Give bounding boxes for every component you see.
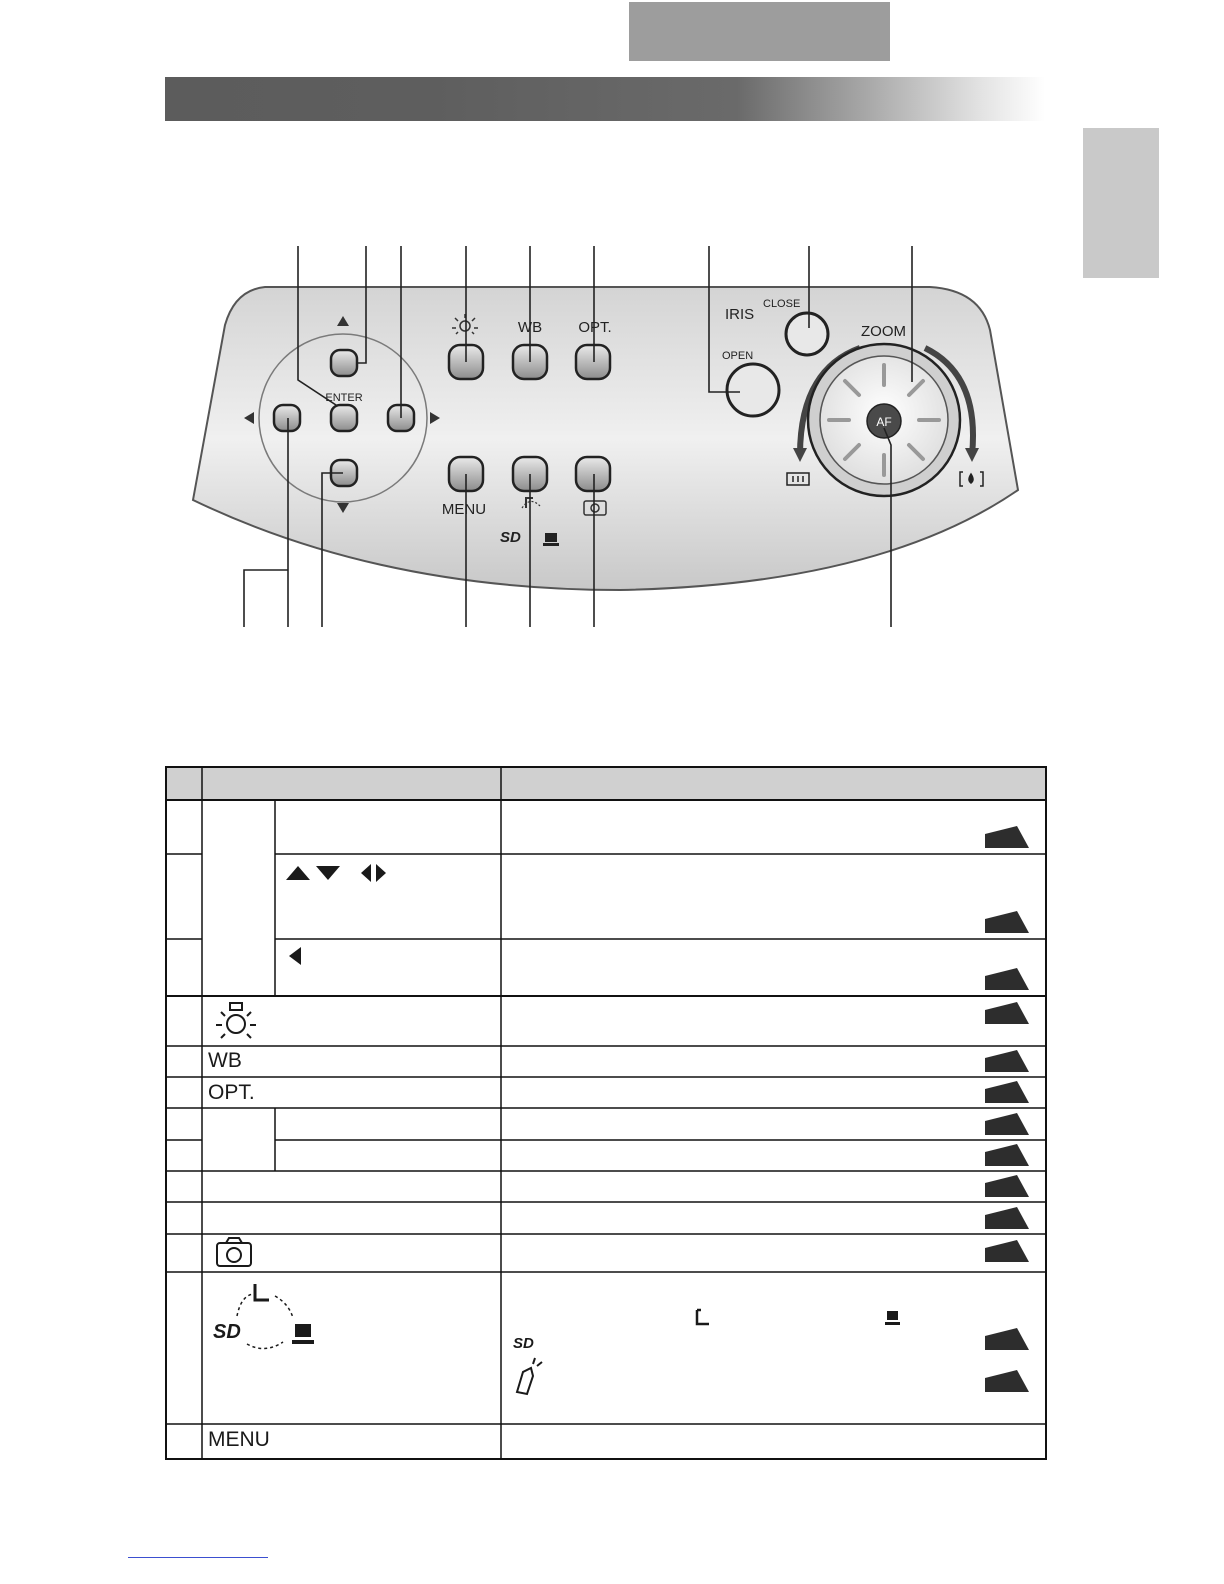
left-button[interactable] (274, 405, 300, 431)
function-table (165, 766, 1047, 1460)
document-camera-icon (697, 1310, 709, 1324)
enter-label: ENTER (325, 392, 363, 404)
lamp-icon (216, 1003, 256, 1038)
zoom-label: ZOOM (861, 323, 906, 340)
wb-label: WB (517, 319, 543, 336)
pc-icon (885, 1311, 900, 1325)
af-label: AF (876, 415, 892, 429)
up-button[interactable] (331, 350, 357, 376)
open-label: OPEN (722, 350, 754, 362)
table-row-opt-label: OPT. (208, 1081, 255, 1104)
iris-open-button[interactable] (727, 364, 779, 416)
iris-label: IRIS (725, 306, 755, 323)
direction-arrows-icon (286, 864, 386, 882)
right-arrow-reference-icon (985, 826, 1029, 1392)
table-row-menu-label: MENU (208, 1428, 270, 1451)
footer-link-underline (128, 1557, 268, 1558)
hand-pointer-note-icon (517, 1358, 542, 1394)
close-label: CLOSE (763, 298, 801, 310)
iris-close-button[interactable] (786, 313, 828, 355)
svg-text:SD: SD (213, 1321, 241, 1343)
camera-icon (217, 1238, 251, 1266)
svg-text:SD: SD (500, 529, 521, 546)
menu-label: MENU (441, 501, 487, 518)
opt-button[interactable] (576, 345, 610, 379)
source-cycle-large-icon (213, 1284, 314, 1349)
control-panel-diagram (0, 0, 1224, 700)
enter-button[interactable] (331, 405, 357, 431)
left-arrow-icon (289, 947, 301, 965)
sd-card-icon: SD (513, 1335, 534, 1352)
opt-label: OPT. (578, 319, 612, 336)
capture-button[interactable] (576, 457, 610, 491)
table-row-wb-label: WB (208, 1049, 242, 1072)
